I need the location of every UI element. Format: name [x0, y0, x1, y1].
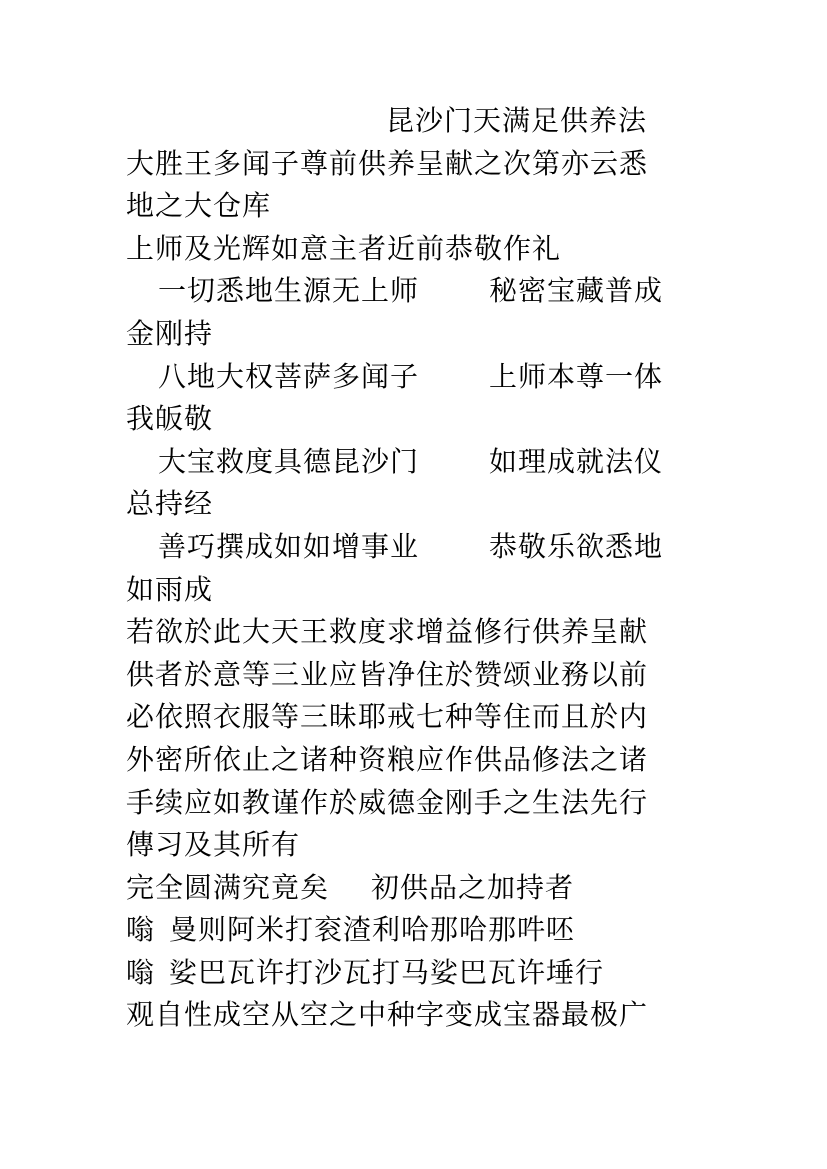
verse-3-left: 大宝救度具德昆沙门	[158, 444, 420, 478]
mantra-2	[126, 952, 706, 995]
body-line-1: 若欲於此大天王救度求增益修行供养呈献	[126, 615, 649, 649]
verse-1-right: 秘密宝藏普成	[489, 274, 664, 308]
verse-3	[126, 441, 706, 484]
mantra-2-prefix: 嗡	[126, 955, 156, 989]
verse-4-tail: 如雨成	[126, 572, 214, 606]
verse-4-left: 善巧撰成如如增事业	[158, 529, 420, 563]
intro-line-1: 大胜王多闻子尊前供养呈献之次第亦云悉	[126, 146, 649, 180]
verse-3-tail: 总持经	[126, 487, 214, 521]
completion-line	[126, 867, 706, 910]
document-title: 昆沙门天满足供养法	[386, 104, 648, 137]
verse-1	[126, 270, 706, 313]
verse-3-right: 如理成就法仪	[489, 444, 664, 478]
verse-2-tail: 我皈敬	[126, 402, 214, 436]
body-line-2: 供者於意等三业应皆净住於赞颂业務以前	[126, 657, 649, 691]
verse-1-left: 一切悉地生源无上师	[158, 274, 420, 308]
mantra-1-text: 曼则阿米打衮渣利哈那哈那吽呸	[169, 913, 576, 947]
completion-right: 初供品之加持者	[371, 870, 575, 904]
verse-4-right: 恭敬乐欲悉地	[489, 529, 664, 563]
verse-2	[126, 356, 706, 399]
body-line-3: 必依照衣服等三昧耶戒七种等住而且於内	[126, 700, 649, 734]
mantra-1-prefix: 嗡	[126, 913, 156, 947]
body-line-6: 傳习及其所有	[126, 828, 301, 862]
verse-2-left: 八地大权菩萨多闻子	[158, 359, 420, 393]
mantra-1	[126, 909, 706, 952]
body-line-4: 外密所依止之诸种资粮应作供品修法之诸	[126, 742, 649, 776]
last-line: 观自性成空从空之中种字变成宝器最极广	[126, 998, 649, 1032]
completion-left: 完全圆满究竟矣	[126, 870, 330, 904]
document-text	[126, 100, 706, 1037]
homage-line: 上师及光辉如意主者近前恭敬作礼	[126, 231, 562, 265]
mantra-2-text: 娑巴瓦许打沙瓦打马娑巴瓦许埵行	[169, 955, 605, 989]
verse-4	[126, 526, 706, 569]
verse-2-right: 上师本尊一体	[489, 359, 664, 393]
verse-1-tail: 金刚持	[126, 316, 214, 350]
intro-line-2: 地之大仓库	[126, 189, 272, 223]
body-line-5: 手续应如教谨作於威德金刚手之生法先行	[126, 785, 649, 819]
